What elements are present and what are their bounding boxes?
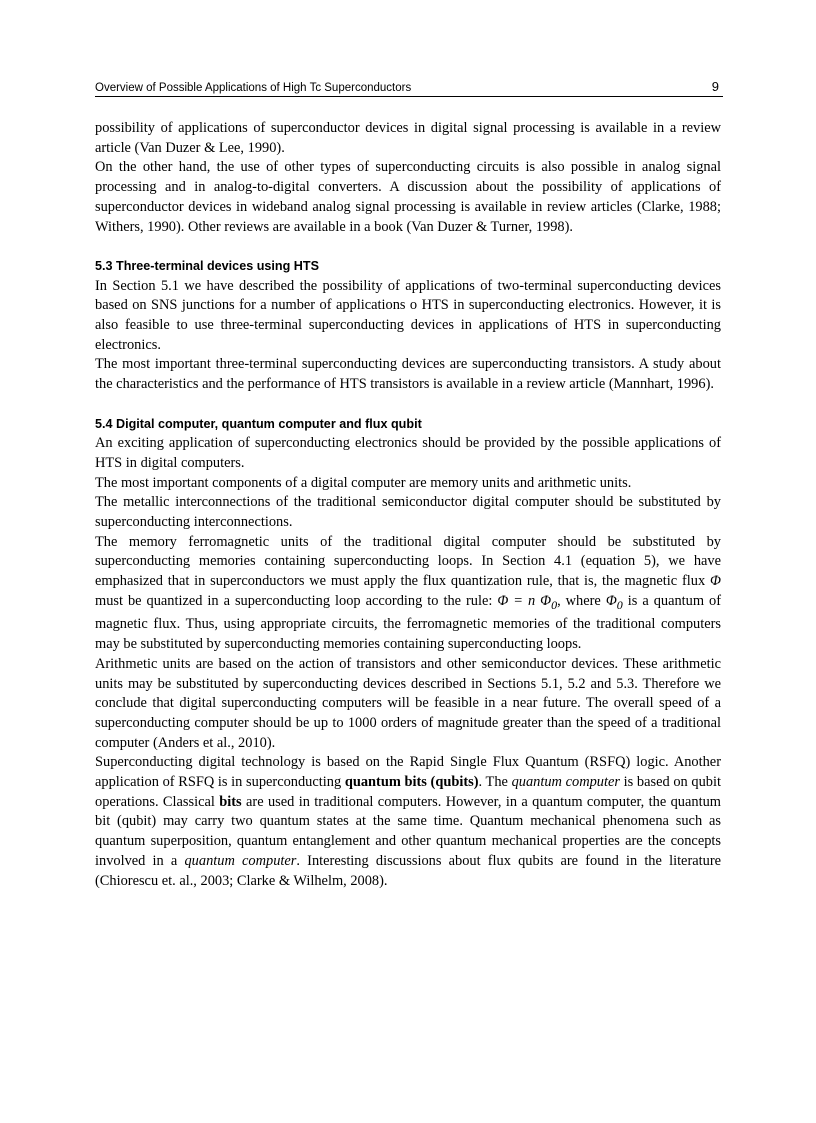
quantum-computer-term: quantum computer bbox=[511, 774, 620, 791]
flux-symbol: Φ bbox=[710, 573, 721, 590]
paragraph: An exciting application of superconducting electronics should be provided by the possible applications of HTS in digital computers. bbox=[95, 435, 721, 471]
running-header bbox=[95, 78, 723, 97]
paragraph-flux-quantization: The memory ferromagnetic units of the traditional digital computer should be substituted by superconducting memories containing superconducting loops. In Section 4.1 (equation 5), we have emphasized that in superconductors we must apply the flux quantization rule, that is, the magnetic flux Φ must be quantized in a superconducting loop according to the rule: Φ = n $\Phi_0$, where $\Phi_0$ is a quantum of magnetic flux. Thus, using appropriate circuits, the ferromagnetic memories of the traditional computers may be substituted by superconducting memories containing superconducting loops. bbox=[95, 533, 722, 653]
equation: Φ = n $\Phi_0$ bbox=[497, 592, 558, 612]
paragraph: possibility of applications of superconductor devices in digital signal processing is available in a review article (Van Duzer & Lee, 1990). bbox=[95, 120, 721, 156]
paragraph: The metallic interconnections of the traditional semiconductor digital computer should be substituted by superconducting interconnections. bbox=[95, 494, 721, 531]
page-number: 9 bbox=[711, 79, 719, 94]
quantum-computer-term: quantum computer bbox=[184, 852, 297, 869]
paragraph-qubits: Superconducting digital technology is based on the Rapid Single Flux Quantum (RSFQ) logic. Another application of RSFQ is in superconducting quantum bits (qubits). The quantum computer is based on qubit operations. Classical bits are used in traditional computers. However, in a quantum computer, the quantum bit (qubit) may carry two quantum states at the same time. Quantum mechanical phenomena such as quantum superposition, quantum entanglement and other quantum mechanical properties are the concepts involved in a quantum computer. Interesting discussions about flux qubits are found in the literature (Chiorescu et. al., 2003; Clarke & Wilhelm, 2008). bbox=[95, 754, 722, 889]
paragraph: In Section 5.1 we have described the possibility of applications of two-terminal superconducting devices based on SNS junctions for a number of applications o HTS in superconducting electronics. However, it is also feasible to use three-terminal superconducting devices in applications of HTS in superconducting electronics. bbox=[95, 277, 721, 353]
section-heading-5-3: 5.3 Three-terminal devices using HTS bbox=[95, 258, 319, 273]
flux-quantum-symbol: $\Phi_0$ bbox=[605, 592, 623, 612]
bits-term: bits bbox=[219, 793, 242, 810]
running-title: Overview of Possible Applications of High Tc Superconductors bbox=[95, 82, 412, 94]
page-body bbox=[95, 119, 721, 891]
paragraph: On the other hand, the use of other types of superconducting circuits is also possible in analog signal processing and in analog-to-digital converters. A discussion about the possibility of applications of superconductor devices in wideband analog signal processing is available in review articles (Clarke, 1988; Withers, 1990). Other reviews are available in a book (Van Duzer & Turner, 1998). bbox=[95, 159, 721, 235]
paragraph: The most important components of a digital computer are memory units and arithmetic units. bbox=[95, 474, 632, 491]
paragraph: Arithmetic units are based on the action of transistors and other semiconductor devices. These arithmetic units may be substituted by superconducting devices described in Sections 5.1, 5.2 and 5.3. Therefore we conclude that digital superconducting computers will be feasible in a near future. The overall speed of a superconducting computer should be up to 1000 orders of magnitude greater than the speed of a traditional computer (Anders et al., 2010). bbox=[95, 655, 721, 751]
paragraph: The most important three-terminal superconducting devices are superconducting transistors. A study about the characteristics and the performance of HTS transistors is available in a review article (Mannhart, 1996). bbox=[95, 356, 721, 393]
section-heading-5-4: 5.4 Digital computer, quantum computer and flux qubit bbox=[95, 416, 422, 431]
qubits-term: quantum bits (qubits) bbox=[344, 774, 479, 791]
